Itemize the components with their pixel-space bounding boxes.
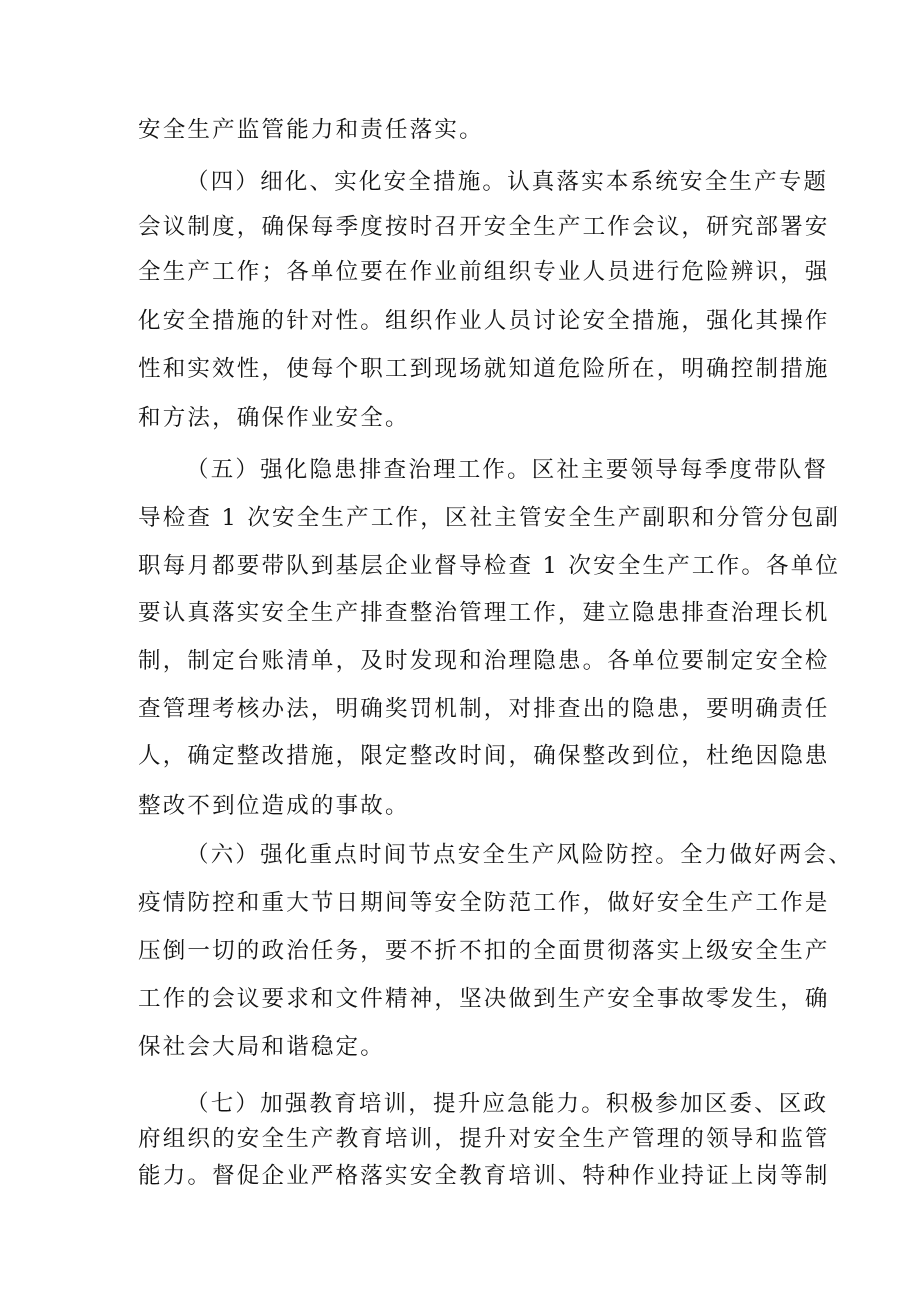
text-line: 性和实效性，使每个职工到现场就知道危险所在，明确控制措施 <box>138 356 830 382</box>
text-line: 导检查 1 次安全生产工作，区社主管安全生产副职和分管分包副 <box>138 505 841 531</box>
section-heading-line: （五）强化隐患排查治理工作。区社主要领导每季度带队督 <box>186 457 829 483</box>
text-line: 查管理考核办法，明确奖罚机制，对排查出的隐患，要明确责任 <box>138 696 830 722</box>
text-line: 保社会大局和谐稳定。 <box>138 1034 386 1060</box>
text-line: 会议制度，确保每季度按时召开安全生产工作会议，研究部署安 <box>138 214 830 240</box>
section-heading-line: （六）强化重点时间节点安全生产风险防控。全力做好两会、 <box>186 842 853 868</box>
text-line: 安全生产监管能力和责任落实。 <box>138 117 484 143</box>
text-line: 疫情防控和重大节日期间等安全防范工作，做好安全生产工作是 <box>138 890 830 916</box>
text-line: 整改不到位造成的事故。 <box>138 793 410 819</box>
text-line: 全生产工作；各单位要在作业前组织专业人员进行危险辨识，强 <box>138 259 830 285</box>
text-line: 和方法，确保作业安全。 <box>138 405 410 431</box>
text-line: 化安全措施的针对性。组织作业人员讨论安全措施，强化其操作 <box>138 308 830 334</box>
text-line: 职每月都要带队到基层企业督导检查 1 次安全生产工作。各单位 <box>138 553 841 579</box>
text-line: 制，制定台账清单，及时发现和治理隐患。各单位要制定安全检 <box>138 648 830 674</box>
text-line: 人，确定整改措施，限定整改时间，确保整改到位，杜绝因隐患 <box>138 743 830 769</box>
text-line: 工作的会议要求和文件精神，坚决做到生产安全事故零发生，确 <box>138 986 830 1012</box>
section-heading-line: （四）细化、实化安全措施。认真落实本系统安全生产专题 <box>186 169 829 195</box>
text-line: 要认真落实安全生产排查整治管理工作，建立隐患排查治理长机 <box>138 600 830 626</box>
text-line: 压倒一切的政治任务，要不折不扣的全面贯彻落实上级安全生产 <box>138 938 830 964</box>
section-heading-line: （七）加强教育培训，提升应急能力。积极参加区委、区政 <box>186 1091 829 1117</box>
text-line: 府组织的安全生产教育培训，提升对安全生产管理的领导和监管 <box>138 1126 830 1152</box>
text-line: 能力。督促企业严格落实安全教育培训、特种作业持证上岗等制 <box>138 1163 830 1189</box>
